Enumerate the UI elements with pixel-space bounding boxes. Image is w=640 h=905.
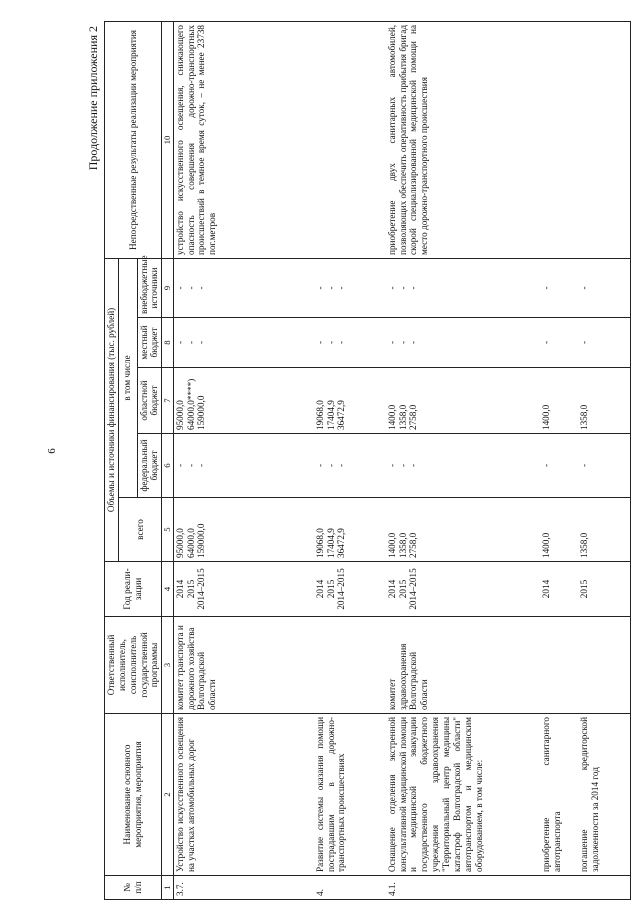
header-regional: областной бюджет (137, 368, 162, 434)
row-result: устройство искусственного освещения, снижающего опасность совершения дорожно-транспортных происшествий в темное время суток, – не менее 23738 пог.метров (173, 21, 314, 258)
row-result (540, 21, 578, 258)
regional-value: 1400,0 (386, 404, 397, 430)
header-responsible: Ответственный исполнитель, соисполнитель государственной программы (105, 617, 162, 714)
table-row (173, 21, 314, 899)
federal-value: - (314, 463, 325, 468)
local-value: - (185, 340, 196, 345)
extrabudget-value: - (336, 286, 347, 290)
row-years: 2015 (578, 562, 631, 617)
rotated-page-content (78, 20, 618, 905)
row-federal: - (578, 434, 631, 498)
federal-value: - (325, 463, 336, 468)
federal-value: - (185, 463, 196, 468)
row-responsible: комитет здравоохранения Волгоградской области (386, 617, 540, 714)
federal-value: - (196, 463, 207, 468)
continuation-title: Продолжение приложения 2 (86, 26, 100, 171)
page-number: 6 (46, 448, 58, 454)
col-number: 3 (162, 617, 173, 714)
federal-value: - (336, 463, 347, 468)
total-value: 159000,0 (196, 523, 207, 558)
row-years (314, 562, 386, 617)
row-total (386, 498, 540, 562)
total-value: 1358,0 (397, 532, 408, 558)
row-local: - (578, 318, 631, 368)
row-federal: - (540, 434, 578, 498)
row-regional: 1400,0 (540, 368, 578, 434)
extrabudget-value: - (174, 286, 185, 290)
extrabudget-value: - (314, 286, 325, 290)
row-number: 4.1. (386, 876, 540, 900)
extrabudget-value: - (386, 286, 397, 290)
row-name: погашение кредиторской задолженности за 2014 год (578, 714, 631, 876)
col-number: 5 (162, 498, 173, 562)
row-number: 4. (314, 876, 386, 900)
header-year: Год реали-зации (105, 562, 162, 617)
regional-value: 95000,0 (174, 400, 185, 430)
row-name: Развитие системы оказания помощи пострадавшим в дорожно-транспортных происшествиях (314, 714, 386, 876)
header-extrabudget: внебюджетные источники (137, 258, 162, 317)
extrabudget-value: - (185, 286, 196, 290)
row-result (578, 21, 631, 258)
local-value: - (386, 340, 397, 345)
row-extrabudget (314, 258, 386, 317)
row-regional (173, 368, 314, 434)
total-value: 95000,0 (174, 528, 185, 558)
total-value: 17404,9 (325, 528, 336, 558)
row-federal (173, 434, 314, 498)
federal-value: - (408, 463, 419, 468)
local-value: - (325, 340, 336, 345)
regional-value: 64000,0****) (185, 378, 196, 430)
col-number: 9 (162, 258, 173, 317)
header-result: Непосредственные результаты реализации мероприятия (105, 21, 162, 258)
header-federal: федеральный бюджет (137, 434, 162, 498)
header-including: в том числе (118, 258, 137, 497)
regional-value: 17404,9 (325, 400, 336, 430)
row-responsible: комитет транспорта и дорожного хозяйства Волгоградской области (173, 617, 314, 714)
row-total (314, 498, 386, 562)
year-value: 2014–2015 (196, 568, 207, 610)
total-value: 1400,0 (386, 532, 397, 558)
row-result (314, 21, 386, 258)
col-number: 1 (162, 876, 173, 900)
local-value: - (336, 340, 347, 345)
row-extrabudget (386, 258, 540, 317)
local-value: - (196, 340, 207, 345)
row-result: приобретение двух санитарных автомобилей, позволяющих обеспечить оперативность прибытия бригад скорой специализированной медицинской помощи на место дорожно-транспортного происшествия (386, 21, 540, 258)
row-extrabudget (173, 258, 314, 317)
row-local (314, 318, 386, 368)
row-total (173, 498, 314, 562)
header-no: № п/п (105, 876, 162, 900)
row-name: Устройство искусственного освещения на участках автомобильных дорог (173, 714, 314, 876)
year-value: 2014–2015 (336, 568, 347, 610)
row-responsible (540, 617, 578, 714)
row-number (578, 876, 631, 900)
col-number: 2 (162, 714, 173, 876)
regional-value: 1358,0 (397, 404, 408, 430)
row-number (540, 876, 578, 900)
table-row (386, 21, 540, 899)
federal-value: - (174, 463, 185, 468)
header-name: Наименование основного мероприятия, мероприятия (105, 714, 162, 876)
row-regional (386, 368, 540, 434)
row-total: 1400,0 (540, 498, 578, 562)
total-value: 19068,0 (314, 528, 325, 558)
regional-value: 159000,0 (196, 395, 207, 430)
year-value: 2014 (314, 579, 325, 599)
table-row (578, 21, 631, 899)
row-extrabudget: - (578, 258, 631, 317)
row-years: 2014 (540, 562, 578, 617)
row-extrabudget: - (540, 258, 578, 317)
local-value: - (397, 340, 408, 345)
header-funding: Объемы и источники финансирования (тыс. рублей) (105, 258, 119, 561)
extrabudget-value: - (196, 286, 207, 290)
total-value: 64000,0 (185, 528, 196, 558)
row-local: - (540, 318, 578, 368)
col-number: 6 (162, 434, 173, 498)
table-row (540, 21, 578, 899)
local-value: - (174, 340, 185, 345)
table-row (314, 21, 386, 899)
federal-value: - (386, 463, 397, 468)
row-responsible (578, 617, 631, 714)
funding-table (104, 21, 631, 900)
regional-value: 2758,0 (408, 404, 419, 430)
extrabudget-value: - (408, 286, 419, 290)
row-years (386, 562, 540, 617)
regional-value: 36472,9 (336, 400, 347, 430)
total-value: 2758,0 (408, 532, 419, 558)
header-total: всего (118, 498, 161, 562)
year-value: 2014 (174, 579, 185, 599)
header-row-1 (105, 21, 119, 899)
col-number: 7 (162, 368, 173, 434)
year-value: 2015 (397, 579, 408, 599)
header-local: местный бюджет (137, 318, 162, 368)
year-value: 2015 (185, 579, 196, 599)
regional-value: 19068,0 (314, 400, 325, 430)
year-value: 2014 (386, 579, 397, 599)
row-years (173, 562, 314, 617)
row-number: 3.7. (173, 876, 314, 900)
row-name: Оснащение отделения экстренной консультативной медицинской помощи и медицинской эвакуации государственного бюджетного учреждения здравоохранения "Территориальный центр медицины катастроф Волгоградской области" автотранспортом и медицинским оборудованием, в том числе: (386, 714, 540, 876)
col-number: 4 (162, 562, 173, 617)
row-local (386, 318, 540, 368)
col-number: 10 (162, 21, 173, 258)
column-number-row (162, 21, 173, 899)
total-value: 36472,9 (336, 528, 347, 558)
local-value: - (314, 340, 325, 345)
year-value: 2015 (325, 579, 336, 599)
row-federal (386, 434, 540, 498)
extrabudget-value: - (325, 286, 336, 290)
year-value: 2014–2015 (408, 568, 419, 610)
row-total: 1358,0 (578, 498, 631, 562)
row-regional (314, 368, 386, 434)
col-number: 8 (162, 318, 173, 368)
local-value: - (408, 340, 419, 345)
federal-value: - (397, 463, 408, 468)
row-name: приобретение санитарного автотранспорта (540, 714, 578, 876)
row-regional: 1358,0 (578, 368, 631, 434)
row-responsible (314, 617, 386, 714)
row-local (173, 318, 314, 368)
extrabudget-value: - (397, 286, 408, 290)
row-federal (314, 434, 386, 498)
